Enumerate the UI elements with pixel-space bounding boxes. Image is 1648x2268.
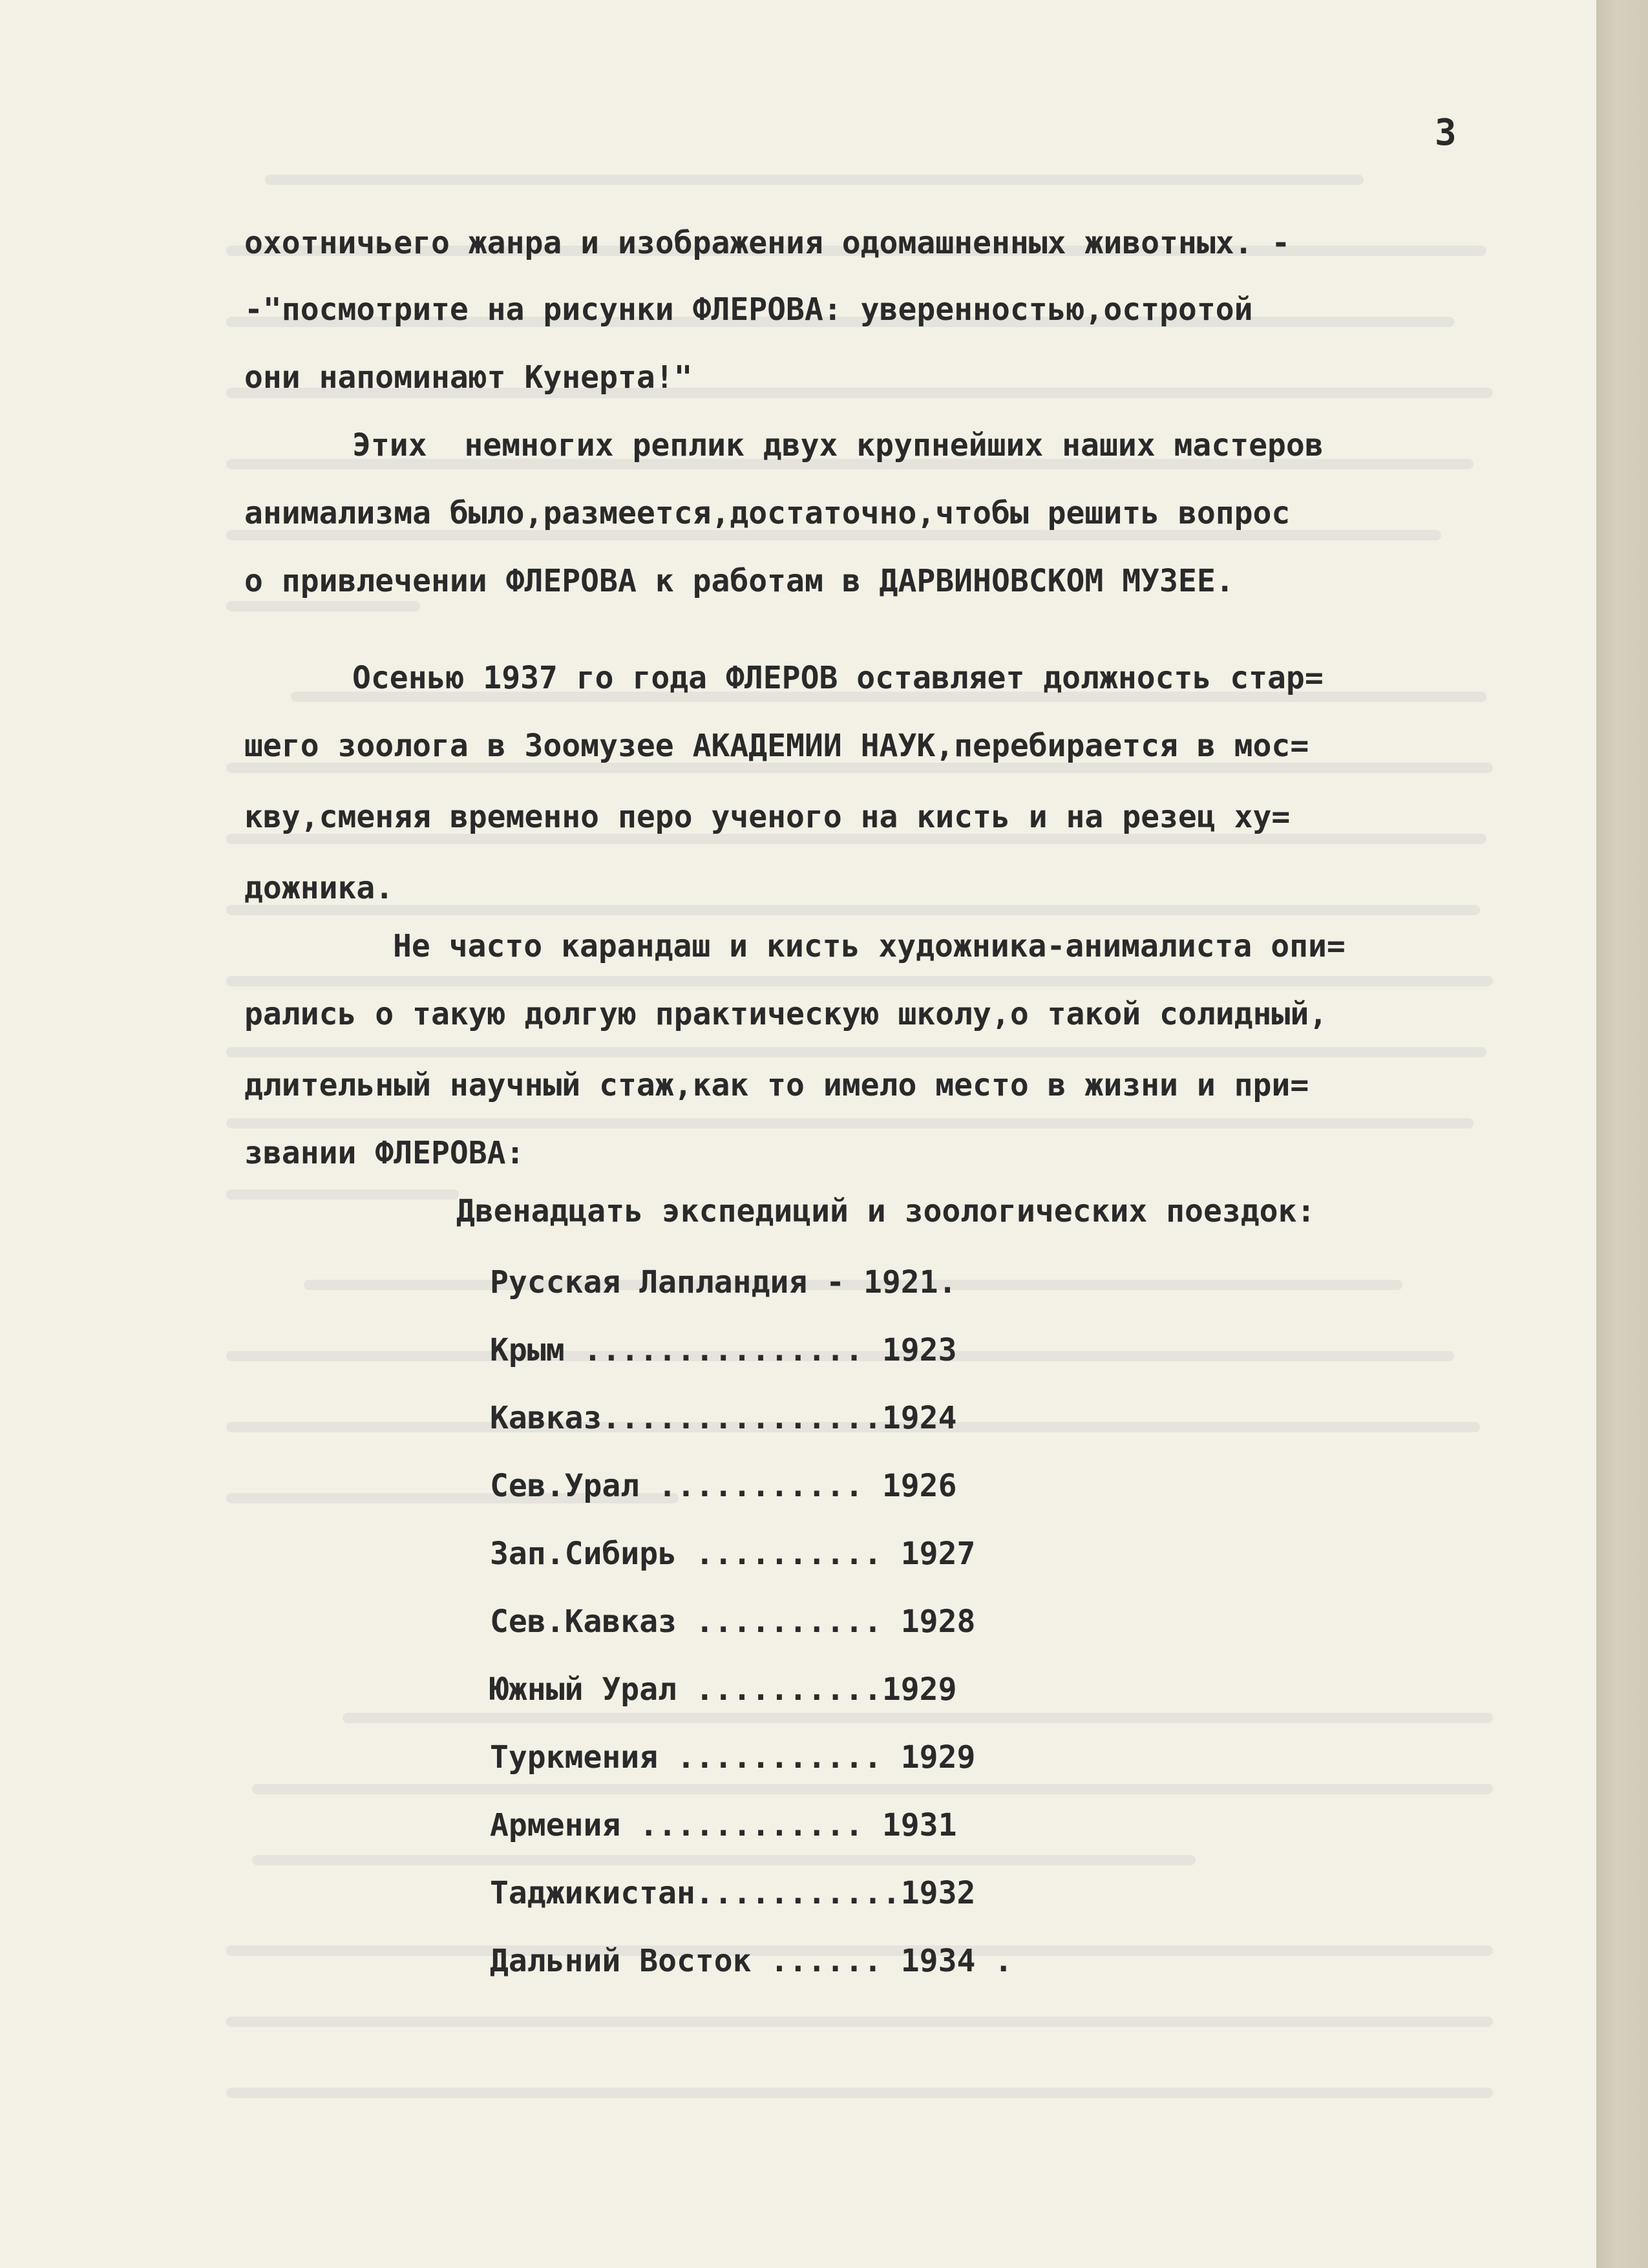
list-item: Южный Урал ..........1929	[490, 1671, 957, 1708]
list-item: Сев.Кавказ .......... 1928	[490, 1604, 976, 1640]
list-item: Таджикистан...........1932	[490, 1875, 976, 1911]
text-line-12: рались о такую долгую практическую школу,о такой солидный,	[244, 996, 1328, 1032]
page-number: 3	[1435, 112, 1457, 154]
text-line-3: они напоминают Кунерта!"	[244, 359, 693, 396]
text-line-6: о привлечении ФЛЕРОВА к работам в ДАРВИНОВСКОМ МУЗЕЕ.	[244, 563, 1234, 599]
list-item: Туркмения ........... 1929	[490, 1739, 976, 1775]
text-line-9: кву,сменяя временно перо ученого на кисть и на резец ху=	[244, 799, 1291, 835]
text-line-10: дожника.	[244, 870, 394, 906]
expedition-list-heading: Двенадцать экспедиций и зоологических поездок:	[456, 1193, 1316, 1229]
scan-background-edge	[1596, 0, 1648, 2268]
list-item: Дальний Восток ...... 1934 .	[490, 1943, 1013, 1979]
text-line-14: звании ФЛЕРОВА:	[244, 1135, 525, 1171]
text-line-11: Не часто карандаш и кисть художника-анималиста опи=	[393, 928, 1346, 964]
list-item: Зап.Сибирь .......... 1927	[490, 1536, 976, 1572]
text-line-4: Этих немногих реплик двух крупнейших наших мастеров	[352, 427, 1324, 463]
text-line-13: длительный научный стаж,как то имело место в жизни и при=	[244, 1067, 1309, 1103]
list-item: Крым ............... 1923	[490, 1332, 957, 1368]
list-item: Сев.Урал ........... 1926	[490, 1468, 957, 1504]
list-item: Кавказ...............1924	[490, 1400, 957, 1436]
text-line-2: -"посмотрите на рисунки ФЛЕРОВА: уверенностью,остротой	[244, 291, 1253, 328]
text-line-8: шего зоолога в Зоомузее АКАДЕМИИ НАУК,перебирается в мос=	[244, 728, 1309, 764]
list-item: Русская Лапландия - 1921.	[490, 1264, 957, 1300]
text-line-5: анимализма было,размеется,достаточно,чтобы решить вопрос	[244, 495, 1291, 531]
list-item: Армения ............ 1931	[490, 1807, 957, 1843]
text-line-1: охотничьего жанра и изображения одомашненных животных. -	[244, 225, 1291, 261]
text-line-7: Осенью 1937 го года ФЛЕРОВ оставляет должность стар=	[352, 660, 1324, 696]
